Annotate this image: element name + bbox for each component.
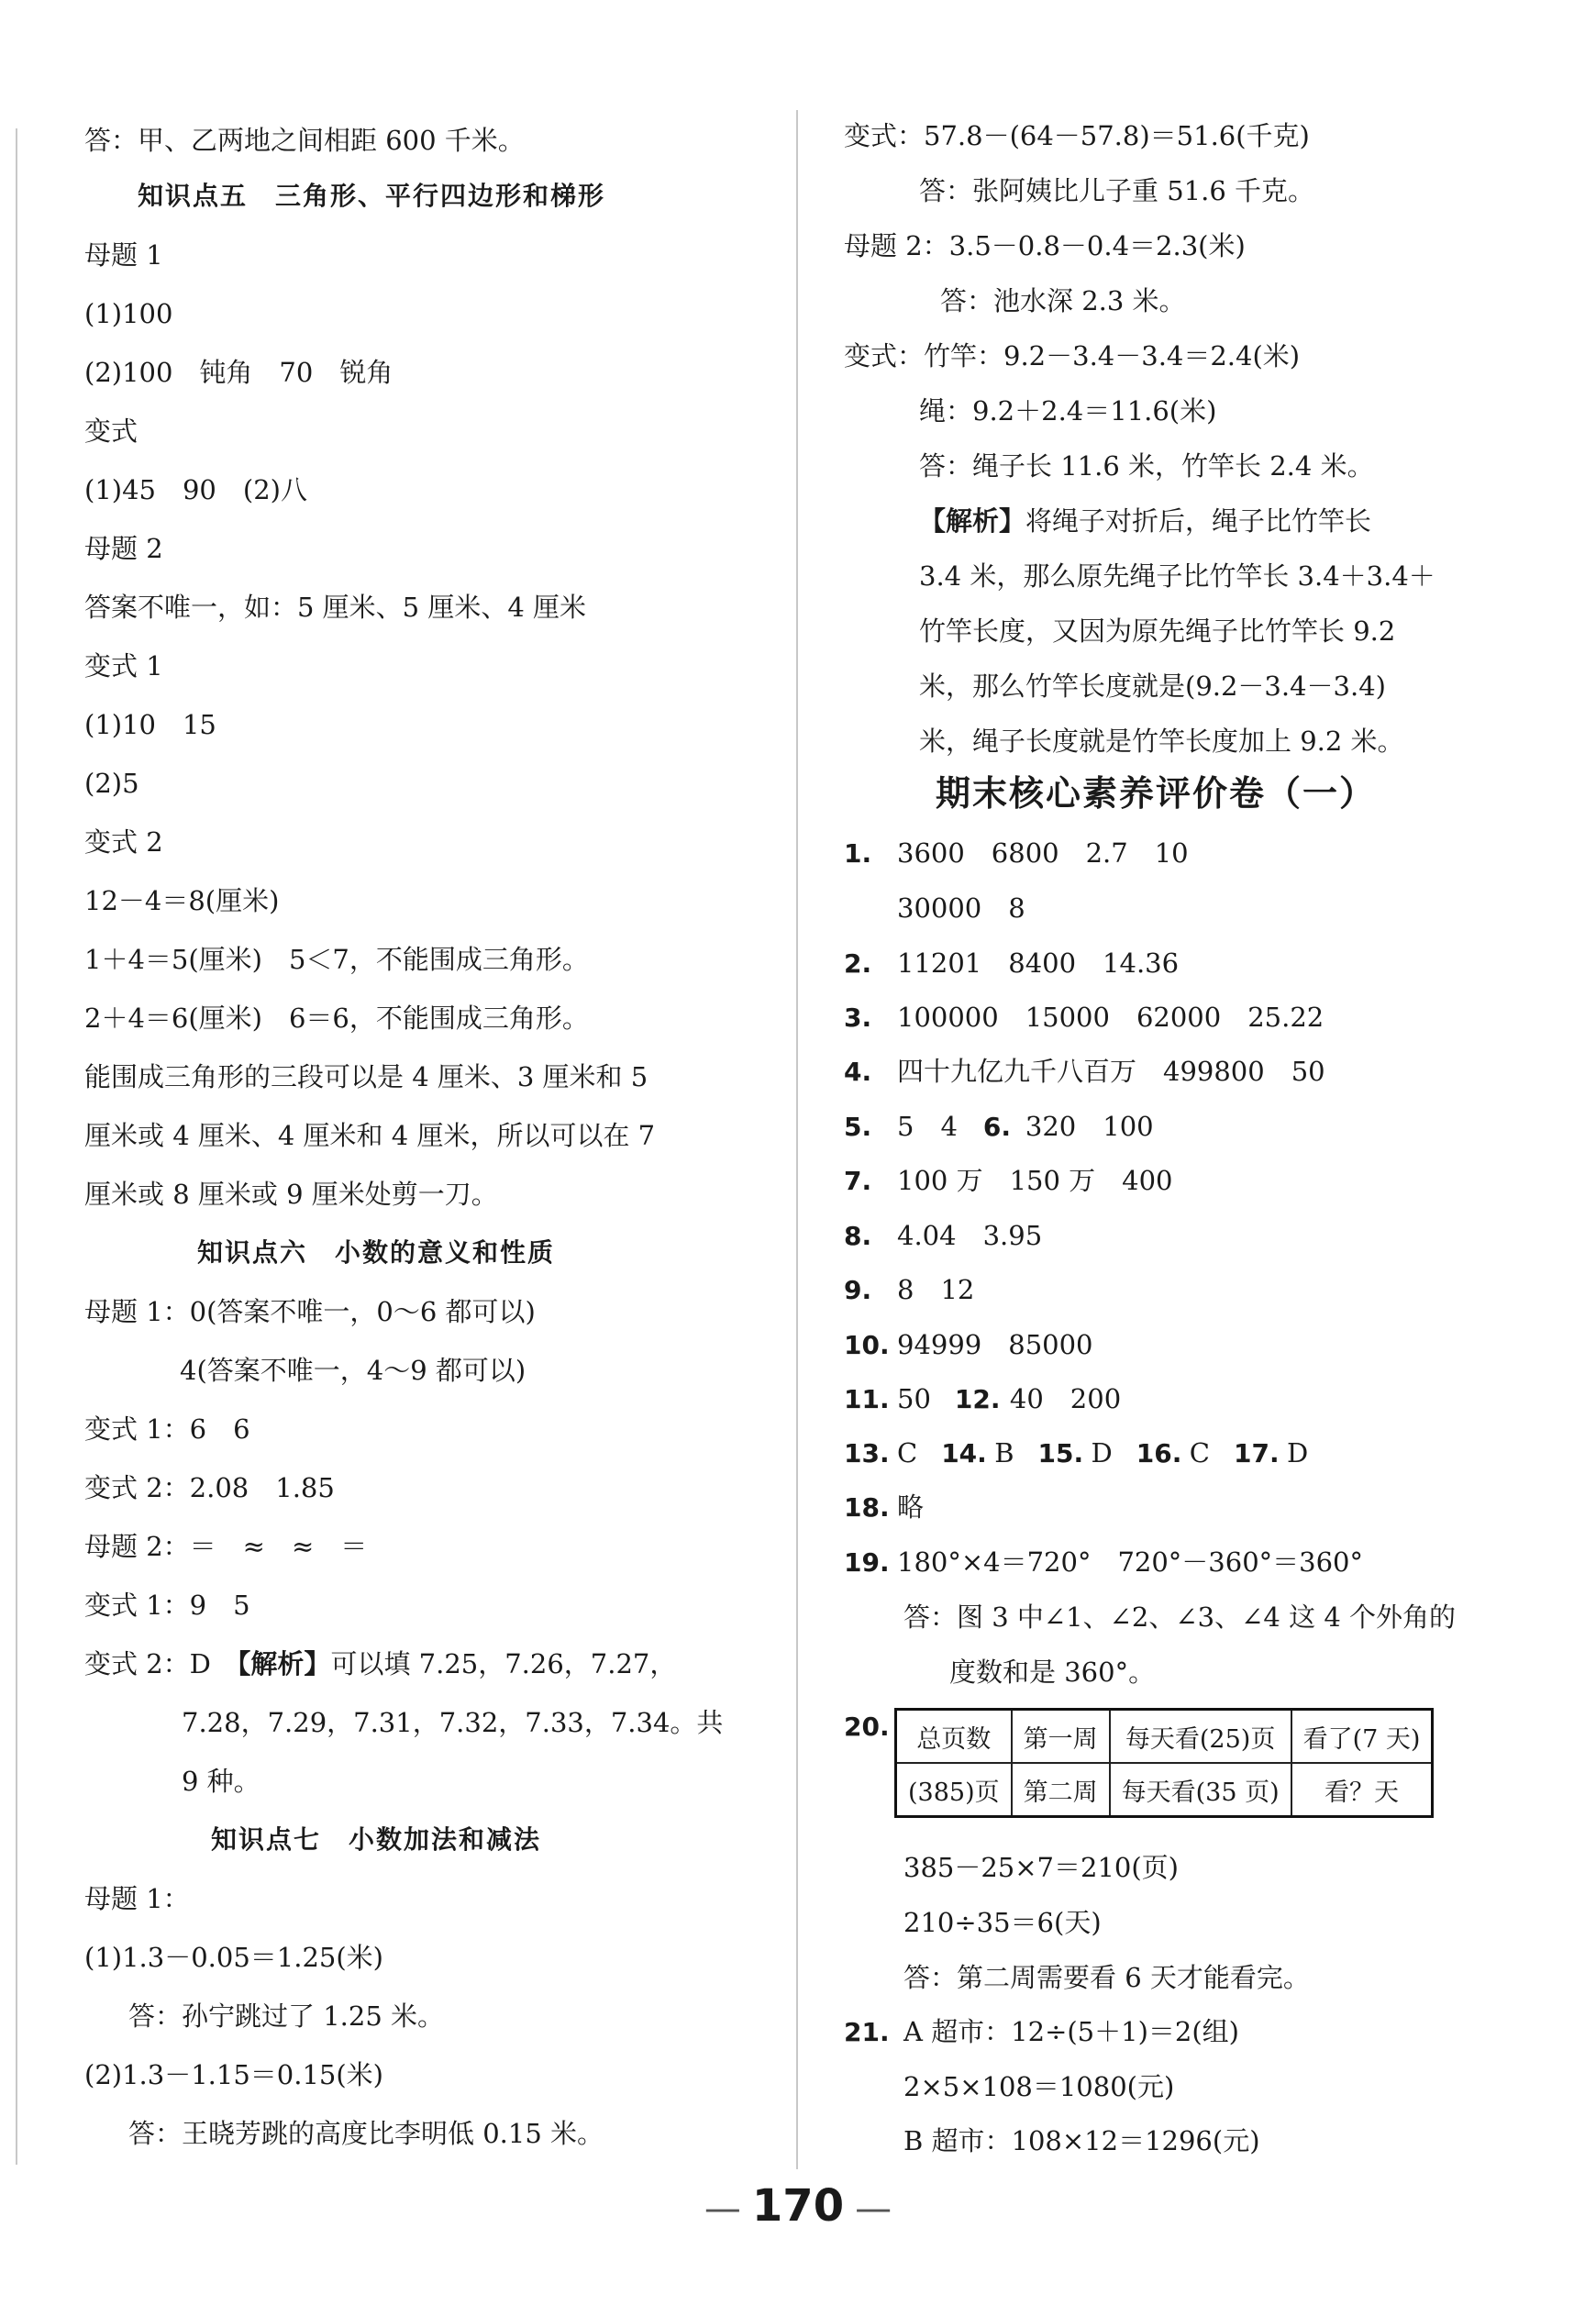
answer-value: 100000 15000 62000 25.22 <box>897 1002 1324 1033</box>
answer-continuation: 2×5×108＝1080(元) <box>903 2071 1175 2102</box>
question-number: 19. <box>844 1547 890 1578</box>
answer-row-9 <box>844 1271 974 1308</box>
answer-value: 94999 85000 <box>897 1329 1093 1360</box>
table-cell: 第二周 <box>1012 1763 1110 1817</box>
answer-value: 8 12 <box>897 1274 975 1305</box>
analysis-text: 将绳子对折后，绳子比竹竿长 <box>1025 505 1372 537</box>
answer-value: 4.04 3.95 <box>897 1220 1043 1251</box>
table-cell: 总页数 <box>896 1710 1012 1764</box>
answer-row-7 <box>844 1162 1173 1199</box>
question-number: 20. <box>844 1712 890 1742</box>
answer-value: 40 200 <box>1009 1383 1122 1414</box>
answer-value: D <box>1091 1437 1113 1468</box>
table-cell: 每天看(25)页 <box>1110 1710 1291 1764</box>
question-number: 10. <box>844 1330 890 1360</box>
text-line: 母题 1：0(答案不唯一，0～6 都可以) <box>84 1296 536 1327</box>
question-number: 7. <box>844 1166 872 1196</box>
question-number: 21. <box>844 2017 890 2047</box>
answer-value: 50 <box>897 1383 931 1414</box>
question-number: 16. <box>1136 1438 1182 1468</box>
page-number-dash: — <box>704 2188 741 2230</box>
question-number: 11. <box>844 1384 890 1414</box>
text-line <box>84 1646 676 1682</box>
section-heading-6: 知识点六 小数的意义和性质 <box>197 1237 556 1268</box>
answer-value: 11201 8400 14.36 <box>897 947 1180 979</box>
answer-row-8 <box>844 1217 1042 1254</box>
answer-value: 100 万 150 万 400 <box>897 1165 1173 1196</box>
table-cell: 第一周 <box>1012 1710 1110 1764</box>
question-number: 4. <box>844 1057 872 1087</box>
answer-value: 3600 6800 2.7 10 <box>897 837 1189 869</box>
text-line <box>919 503 1371 539</box>
text-line: 能围成三角形的三段可以是 4 厘米、3 厘米和 5 <box>84 1061 648 1092</box>
question-number: 9. <box>844 1275 872 1305</box>
text-line: 变式：57.8－(64－57.8)＝51.6(千克) <box>844 120 1310 151</box>
table-cell: 看？天 <box>1291 1763 1433 1817</box>
question-number: 13. <box>844 1438 890 1468</box>
answer-continuation: 385－25×7＝210(页) <box>903 1852 1179 1883</box>
text-line: 母题 1： <box>84 1883 190 1914</box>
answer-continuation: 答：第二周需要看 6 天才能看完。 <box>903 1962 1310 1993</box>
analysis-tag: 【解析】 <box>237 1648 331 1679</box>
page-number-value: 170 <box>751 2180 845 2232</box>
answer-value: 略 <box>897 1491 925 1523</box>
answer-continuation: B 超市：108×12＝1296(元) <box>903 2125 1260 2156</box>
answer-continuation: 210÷35＝6(天) <box>903 1907 1102 1938</box>
text-line: (1)100 <box>84 298 173 329</box>
left-column <box>0 0 789 2201</box>
text-line: 变式 <box>84 416 139 447</box>
question-number: 5. <box>844 1112 872 1142</box>
text-line: 4(答案不唯一，4～9 都可以) <box>180 1355 526 1386</box>
text-line: 竹竿长度，又因为原先绳子比竹竿长 9.2 <box>919 615 1396 647</box>
answer-value: 320 100 <box>1025 1111 1154 1142</box>
text-line: (1)1.3－0.05＝1.25(米) <box>84 1942 383 1973</box>
answer-value: C <box>1189 1437 1210 1468</box>
answer-row-18 <box>844 1489 924 1525</box>
text-line: 母题 2：＝ ≈ ≈ ＝ <box>84 1531 368 1562</box>
answer-value: B <box>994 1437 1014 1468</box>
answer-row-3 <box>844 999 1324 1036</box>
question-number: 14. <box>941 1438 987 1468</box>
text-line: 米，绳子长度就是竹竿长度加上 9.2 米。 <box>919 726 1404 757</box>
answer-row-13-17 <box>844 1435 1308 1471</box>
section-heading-7: 知识点七 小数加法和减法 <box>211 1824 542 1855</box>
question-number: 18. <box>844 1492 890 1523</box>
table-cell: 每天看(35 页) <box>1110 1763 1291 1817</box>
answer-row-20 <box>844 1708 897 1745</box>
answer-value: 5 4 <box>897 1111 958 1142</box>
analysis-tag: 【解析】 <box>919 505 1026 537</box>
text-line: 母题 2：3.5－0.8－0.4＝2.3(米) <box>844 230 1246 261</box>
text-line: 变式 1：9 5 <box>84 1590 250 1621</box>
answer-row-1 <box>844 835 1189 871</box>
text-line: 答：孙宁跳过了 1.25 米。 <box>128 2000 445 2032</box>
text-line: 变式：竹竿：9.2－3.4－3.4＝2.4(米) <box>844 340 1301 371</box>
text-line: 答：王晓芳跳的高度比李明低 0.15 米。 <box>128 2118 604 2149</box>
text-line: 9 种。 <box>182 1766 260 1797</box>
right-column <box>798 0 1596 2201</box>
question-number: 3. <box>844 1003 872 1033</box>
text-line: 答案不唯一，如：5 厘米、5 厘米、4 厘米 <box>84 592 587 623</box>
answer-row-19 <box>844 1544 1363 1580</box>
question-number: 1. <box>844 838 872 869</box>
text-line: 12－4＝8(厘米) <box>84 885 280 916</box>
text-line: (1)10 15 <box>84 709 216 740</box>
text-line: (2)100 钝角 70 锐角 <box>84 357 393 388</box>
answer-value: D <box>1286 1437 1309 1468</box>
text-line: 米，那么竹竿长度就是(9.2－3.4－3.4) <box>919 670 1386 702</box>
text-line: 母题 1 <box>84 239 163 271</box>
reading-plan-table <box>894 1708 1434 1818</box>
text-line: 变式 2 <box>84 826 163 858</box>
answer-value: A 超市：12÷(5＋1)＝2(组) <box>903 2016 1239 2047</box>
text-line: 绳：9.2＋2.4＝11.6(米) <box>919 395 1217 427</box>
answer-continuation: 答：图 3 中∠1、∠2、∠3、∠4 这 4 个外角的 <box>903 1601 1456 1633</box>
page-number-dash: — <box>855 2188 892 2230</box>
question-number: 15. <box>1037 1438 1084 1468</box>
text-line: 变式 2：2.08 1.85 <box>84 1472 335 1503</box>
table-row <box>896 1710 1433 1764</box>
section-heading-5: 知识点五 三角形、平行四边形和梯形 <box>138 181 606 211</box>
question-number: 2. <box>844 948 872 979</box>
page-number <box>0 2178 1596 2236</box>
answer-line: 答：甲、乙两地之间相距 600 千米。 <box>84 125 525 156</box>
answer-row-4 <box>844 1053 1325 1090</box>
question-number: 17. <box>1233 1438 1280 1468</box>
text-line: 答：绳子长 11.6 米，竹竿长 2.4 米。 <box>919 450 1374 482</box>
question-number: 12. <box>954 1384 1001 1414</box>
text-line: 厘米或 4 厘米、4 厘米和 4 厘米，所以可以在 7 <box>84 1120 656 1151</box>
question-number: 8. <box>844 1221 872 1251</box>
answer-row-10 <box>844 1326 1093 1363</box>
answer-row-11-12 <box>844 1380 1121 1417</box>
text-line: 母题 2 <box>84 533 163 564</box>
text-line: 7.28，7.29，7.31，7.32，7.33，7.34。共 <box>182 1707 724 1738</box>
table-cell: 看了(7 天) <box>1291 1710 1433 1764</box>
answer-value: 180°×4＝720° 720°－360°＝360° <box>897 1546 1364 1578</box>
text-line: 3.4 米，那么原先绳子比竹竿长 3.4＋3.4＋ <box>919 560 1435 592</box>
table-cell: (385)页 <box>896 1763 1012 1817</box>
text-line: 变式 1 <box>84 650 163 682</box>
text-line: (1)45 90 (2)八 <box>84 474 307 505</box>
text-line: 答：池水深 2.3 米。 <box>940 285 1186 316</box>
answer-row-21 <box>844 2013 1239 2050</box>
answer-continuation: 30000 8 <box>897 892 1025 924</box>
table-row <box>896 1763 1433 1817</box>
answer-row-5-6 <box>844 1108 1154 1145</box>
exam-title: 期末核心素养评价卷（一） <box>936 773 1377 814</box>
answer-continuation: 度数和是 360°。 <box>949 1657 1156 1688</box>
variant-label: 变式 2：D <box>84 1648 238 1679</box>
answer-value: 四十九亿九千八百万 499800 50 <box>897 1056 1325 1087</box>
analysis-text: 可以填 7.25，7.26，7.27， <box>330 1648 677 1679</box>
text-line: 2＋4＝6(厘米) 6＝6，不能围成三角形。 <box>84 1003 589 1034</box>
question-number: 6. <box>982 1112 1012 1142</box>
answer-value: C <box>897 1437 918 1468</box>
text-line: 变式 1：6 6 <box>84 1413 250 1445</box>
text-line: 厘米或 8 厘米或 9 厘米处剪一刀。 <box>84 1179 498 1210</box>
text-line: 答：张阿姨比儿子重 51.6 千克。 <box>919 175 1315 206</box>
text-line: (2)1.3－1.15＝0.15(米) <box>84 2059 383 2090</box>
answer-row-2 <box>844 945 1179 981</box>
text-line: 1＋4＝5(厘米) 5＜7，不能围成三角形。 <box>84 944 589 975</box>
text-line: (2)5 <box>84 768 139 799</box>
